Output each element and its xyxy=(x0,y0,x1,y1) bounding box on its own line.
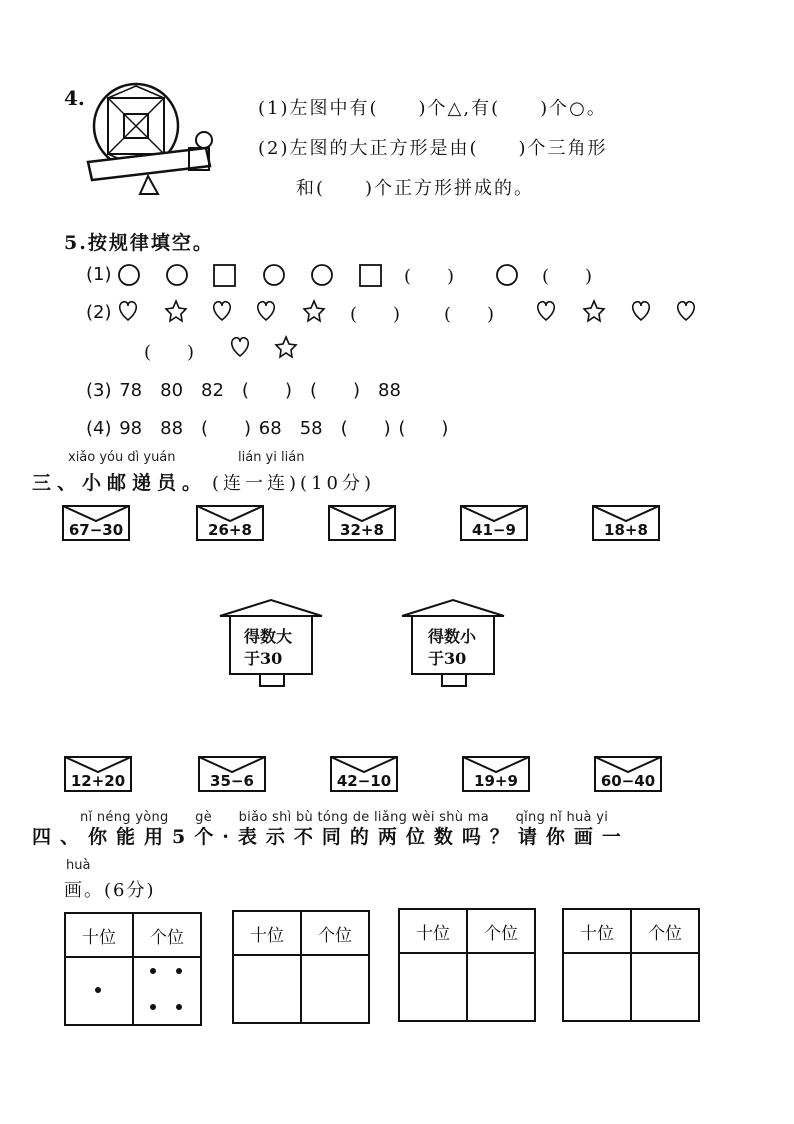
heart-shape xyxy=(678,302,695,320)
bead-dot xyxy=(176,1004,182,1010)
tens-header: 十位 xyxy=(563,909,631,953)
envelope-label: 18+8 xyxy=(604,521,648,539)
ones-header: 个位 xyxy=(301,911,369,955)
heart-shape xyxy=(633,302,650,320)
envelope-top-2[interactable] xyxy=(196,505,264,541)
q5-row1-shapes xyxy=(118,262,418,290)
circle-shape xyxy=(167,265,187,285)
place-value-table-3 xyxy=(398,908,536,1022)
star-shape xyxy=(276,337,296,357)
place-value-table-1 xyxy=(64,912,202,1026)
q5-row2-blank-1[interactable]: ( ) xyxy=(350,304,401,325)
circle-shape xyxy=(119,265,139,285)
ones-header: 个位 xyxy=(467,909,535,953)
q4-figure xyxy=(86,82,226,200)
place-value-table-4 xyxy=(562,908,700,1022)
q4-line1: (1)左图中有( )个△,有( )个○。 xyxy=(258,98,607,119)
heart-shape xyxy=(258,302,275,320)
q5-row4: (4) 98 88 ( ) 68 58 ( ) ( ) xyxy=(86,418,449,439)
q5-row2-shapes-b xyxy=(532,298,702,326)
section3-title: 三、小邮递员。 xyxy=(32,472,208,494)
q5-row2-blank-3[interactable]: ( ) xyxy=(144,342,195,363)
q5-row2-shapes-a xyxy=(116,298,336,326)
star-shape xyxy=(304,301,324,321)
envelope-label: 67−30 xyxy=(68,521,124,539)
q5-row2-shapes-c xyxy=(226,334,306,362)
tens-header: 十位 xyxy=(65,913,133,957)
envelope-label: 60−40 xyxy=(600,772,656,790)
square-shape xyxy=(214,265,235,286)
envelope-label: 32+8 xyxy=(340,521,384,539)
ones-cell[interactable] xyxy=(631,953,699,1021)
envelope-bottom-2[interactable] xyxy=(198,756,266,792)
envelope-bottom-5[interactable] xyxy=(594,756,662,792)
envelope-bottom-4[interactable] xyxy=(462,756,530,792)
envelope-top-3[interactable] xyxy=(328,505,396,541)
square-shape xyxy=(360,265,381,286)
envelope-label: 42−10 xyxy=(336,772,392,790)
star-shape xyxy=(166,301,186,321)
q5-row2-label: (2) xyxy=(86,302,112,323)
q5-row3: (3) 78 80 82 ( ) ( ) 88 xyxy=(86,380,401,401)
house-right[interactable] xyxy=(398,598,508,690)
envelope-label: 35−6 xyxy=(210,772,254,790)
q5-row2-blank-2[interactable]: ( ) xyxy=(444,304,495,325)
q5-row1-blank-1[interactable]: ( ) xyxy=(404,266,455,287)
bead-dot xyxy=(150,1004,156,1010)
tens-header: 十位 xyxy=(233,911,301,955)
star-shape xyxy=(584,301,604,321)
section3-subtitle: (连一连)(10分) xyxy=(212,473,375,494)
ones-cell[interactable] xyxy=(301,955,369,1023)
envelope-bottom-1[interactable] xyxy=(64,756,132,792)
house-left-line2: 于30 xyxy=(244,649,283,668)
section4-title-line1: 四、你能用5个·表示不同的两位数吗？请你画一 xyxy=(32,826,630,848)
envelope-top-4[interactable] xyxy=(460,505,528,541)
q5-title: 5.按规律填空。 xyxy=(64,232,214,254)
heart-shape xyxy=(538,302,555,320)
q5-row1-blank-2[interactable]: ( ) xyxy=(542,266,593,287)
circle-shape xyxy=(312,265,332,285)
circle-shape xyxy=(264,265,284,285)
heart-shape xyxy=(214,302,231,320)
q4-line2: (2)左图的大正方形是由( )个三角形 xyxy=(258,138,608,159)
q4-line3: 和( )个正方形拼成的。 xyxy=(296,178,535,199)
tens-cell[interactable] xyxy=(65,957,133,1025)
circle-shape xyxy=(497,265,517,285)
heart-shape xyxy=(232,338,249,356)
section4-pinyin-line2: huà xyxy=(66,858,91,873)
envelope-top-1[interactable] xyxy=(62,505,130,541)
section4-title-line2: 画。(6分) xyxy=(64,880,156,901)
house-right-line1: 得数小 xyxy=(428,627,477,646)
bead-dot xyxy=(176,968,182,974)
ones-cell[interactable] xyxy=(467,953,535,1021)
place-value-table-2 xyxy=(232,910,370,1024)
tens-header: 十位 xyxy=(399,909,467,953)
house-right-line2: 于30 xyxy=(428,649,467,668)
ones-header: 个位 xyxy=(631,909,699,953)
bead-dot xyxy=(95,987,101,993)
house-left[interactable] xyxy=(216,598,326,690)
q5-row1-shape-after xyxy=(494,262,522,290)
envelope-label: 19+9 xyxy=(474,772,518,790)
envelope-top-5[interactable] xyxy=(592,505,660,541)
tens-cell[interactable] xyxy=(233,955,301,1023)
q4-number: 4. xyxy=(64,86,85,110)
house-left-line1: 得数大 xyxy=(244,627,293,646)
envelope-label: 41−9 xyxy=(472,521,516,539)
section3-pinyin-subtitle: lián yi lián xyxy=(238,450,305,465)
q5-row1-label: (1) xyxy=(86,264,112,285)
ones-header: 个位 xyxy=(133,913,201,957)
envelope-label: 26+8 xyxy=(208,521,252,539)
ones-cell[interactable] xyxy=(133,957,201,1025)
envelope-bottom-3[interactable] xyxy=(330,756,398,792)
section4-pinyin-line1: nǐ néng yòng gè biǎo shì bù tóng de liǎng wèi shù ma qǐng nǐ huà yi xyxy=(80,810,609,825)
bead-dot xyxy=(150,968,156,974)
heart-shape xyxy=(120,302,137,320)
tens-cell[interactable] xyxy=(399,953,467,1021)
section3-pinyin-title: xiǎo yóu dì yuán xyxy=(68,450,176,465)
envelope-label: 12+20 xyxy=(70,772,126,790)
tens-cell[interactable] xyxy=(563,953,631,1021)
